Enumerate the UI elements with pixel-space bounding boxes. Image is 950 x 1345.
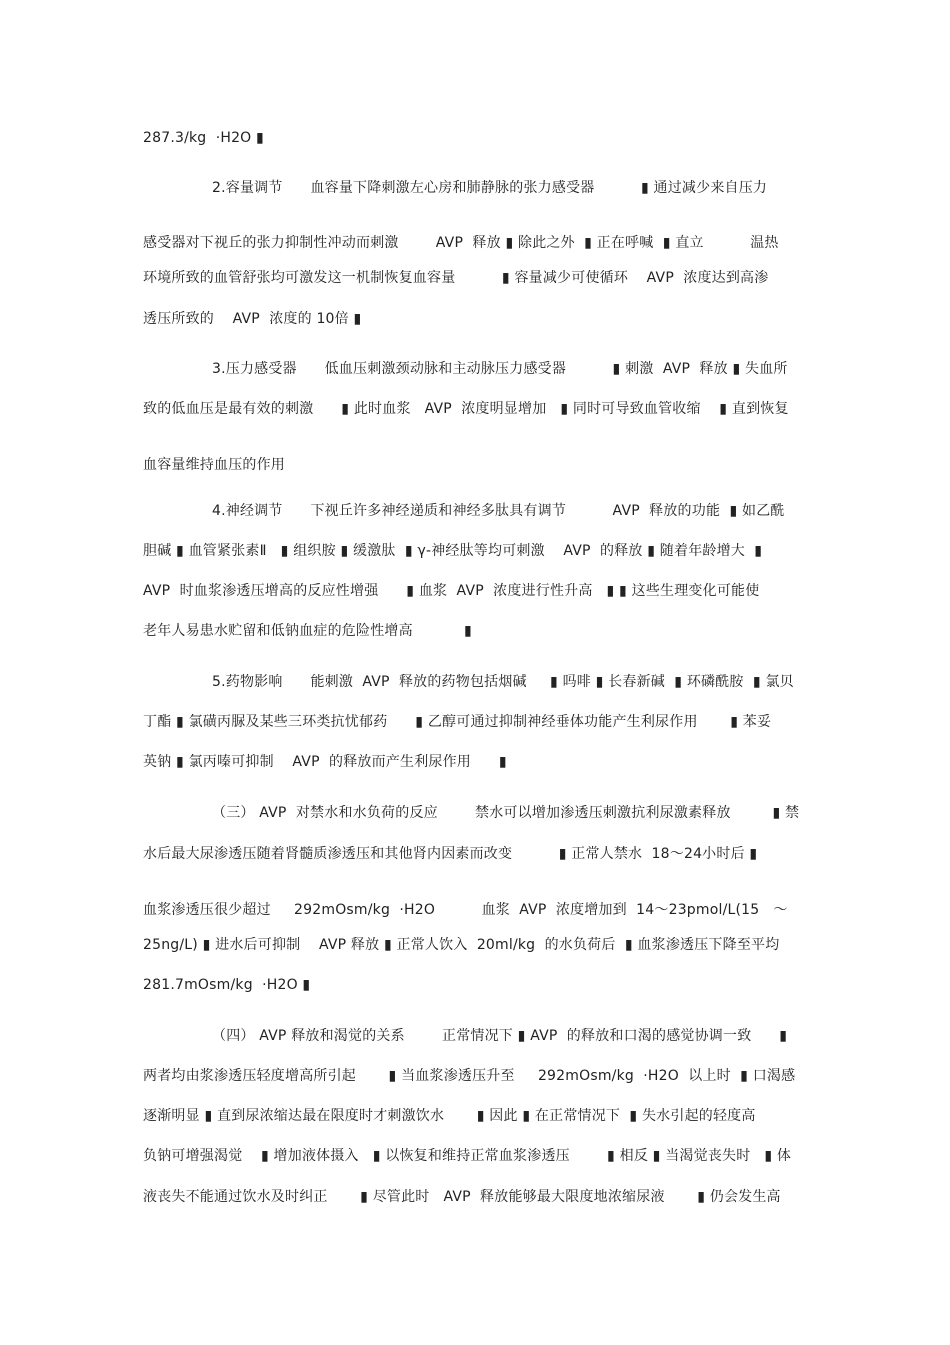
text-line: 4.神经调节 下视丘许多神经递质和神经多肽具有调节 AVP 释放的功能 ▮ 如乙酰	[212, 503, 785, 519]
text-line: （四） AVP 释放和渴觉的关系 正常情况下 ▮ AVP 的释放和口渴的感觉协调一致 ▮	[212, 1028, 788, 1044]
text-line: 两者均由浆渗透压轻度增高所引起 ▮ 当血浆渗透压升至 292mOsm/kg ·H2O 以上时 ▮ 口渴感	[143, 1068, 796, 1084]
text-line: 血容量维持血压的作用	[143, 457, 285, 473]
text-line: 液丧失不能通过饮水及时纠正 ▮ 尽管此时 AVP 释放能够最大限度地浓缩尿液 ▮ 仍会发生高	[143, 1189, 781, 1205]
text-line: 水后最大尿渗透压随着肾髓质渗透压和其他肾内因素而改变 ▮ 正常人禁水 18～24小时后 ▮	[143, 846, 758, 862]
text-line: 5.药物影响 能刺激 AVP 释放的药物包括烟碱 ▮ 吗啡 ▮ 长春新碱 ▮ 环磷酰胺 ▮ 氯贝	[212, 674, 794, 690]
text-line: 2.容量调节 血容量下降刺激左心房和肺静脉的张力感受器 ▮ 通过减少来自压力	[212, 180, 768, 196]
text-line: 透压所致的 AVP 浓度的 10倍 ▮	[143, 311, 362, 327]
text-line: 3.压力感受器 低血压刺激颈动脉和主动脉压力感受器 ▮ 刺激 AVP 释放 ▮ 失血所	[212, 361, 788, 377]
text-line: 负钠可增强渴觉 ▮ 增加液体摄入 ▮ 以恢复和维持正常血浆渗透压 ▮ 相反 ▮ 当渴觉丧失时 ▮ 体	[143, 1148, 792, 1164]
text-line: 致的低血压是最有效的刺激 ▮ 此时血浆 AVP 浓度明显增加 ▮ 同时可导致血管收缩 ▮ 直到恢复	[143, 401, 789, 417]
text-line: 血浆渗透压很少超过 292mOsm/kg ·H2O 血浆 AVP 浓度增加到 14～23pmol/L(15 ～	[143, 902, 788, 918]
text-line: 逐渐明显 ▮ 直到尿浓缩达最在限度时才刺激饮水 ▮ 因此 ▮ 在正常情况下 ▮ 失水引起的轻度高	[143, 1108, 756, 1124]
text-line: 环境所致的血管舒张均可激发这一机制恢复血容量 ▮ 容量减少可使循环 AVP 浓度达到高渗	[143, 270, 769, 286]
text-line: 感受器对下视丘的张力抑制性冲动而刺激 AVP 释放 ▮ 除此之外 ▮ 正在呼喊 ▮ 直立 温热	[143, 235, 779, 251]
text-line: 281.7mOsm/kg ·H2O ▮	[143, 977, 311, 993]
text-line: 丁酯 ▮ 氯磺丙脲及某些三环类抗忧郁药 ▮ 乙醇可通过抑制神经垂体功能产生利尿作用 ▮ 苯妥	[143, 714, 772, 730]
text-line: 25ng/L) ▮ 进水后可抑制 AVP 释放 ▮ 正常人饮入 20ml/kg 的水负荷后 ▮ 血浆渗透压下降至平均	[143, 937, 780, 953]
text-line: （三） AVP 对禁水和水负荷的反应 禁水可以增加渗透压刺激抗利尿激素释放 ▮ 禁	[212, 805, 800, 821]
text-line: 胆碱 ▮ 血管紧张素Ⅱ ▮ 组织胺 ▮ 缓激肽 ▮ γ-神经肽等均可刺激 AVP 的释放 ▮ 随着年龄增大 ▮	[143, 543, 763, 559]
text-line: 老年人易患水贮留和低钠血症的危险性增高 ▮	[143, 623, 472, 639]
text-line: 287.3/kg ·H2O ▮	[143, 130, 264, 146]
text-line: 英钠 ▮ 氯丙嗪可抑制 AVP 的释放而产生利尿作用 ▮	[143, 754, 507, 770]
text-line: AVP 时血浆渗透压增高的反应性增强 ▮ 血浆 AVP 浓度进行性升高 ▮ ▮ 这些生理变化可能使	[143, 583, 760, 599]
